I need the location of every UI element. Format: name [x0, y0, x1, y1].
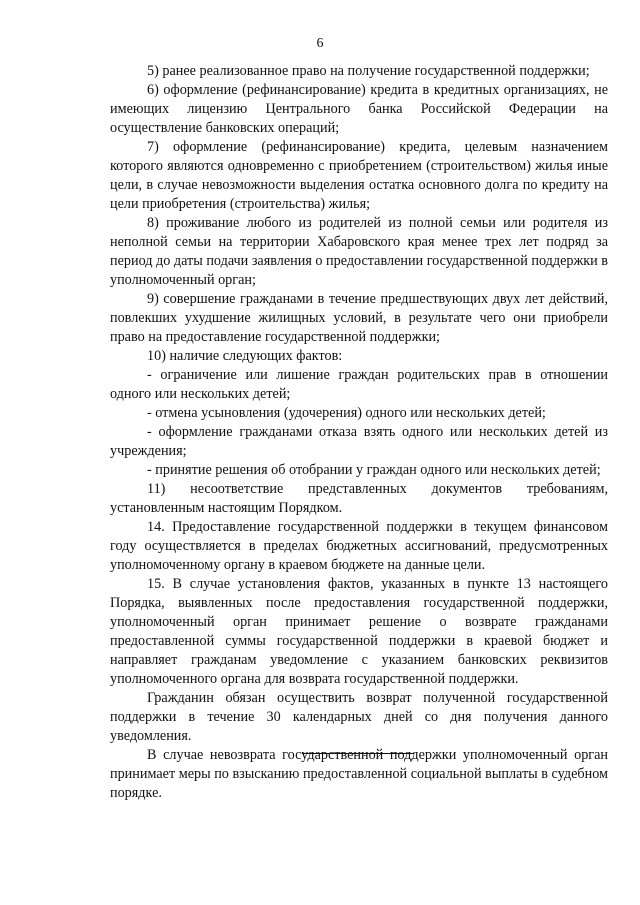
paragraph-section-14: 14. Предоставление государственной поддержки в текущем финансовом году осуществляется в пределах бюджетных ассигнований, предусмотренных уполномоченному органу в краевом бюджете на данные цели. [110, 519, 608, 573]
paragraph-fact-refusal: - оформление гражданами отказа взять одного или нескольких детей из учреждения; [110, 424, 608, 459]
paragraph-item-11: 11) несоответствие представленных документов требованиям, установленным настоящим Порядком. [110, 481, 608, 516]
paragraph-item-9: 9) совершение гражданами в течение предшествующих двух лет действий, повлекших ухудшение жилищных условий, в результате чего они приобрели право на предоставление государственной поддержки; [110, 291, 608, 345]
paragraph-fact-removal: - принятие решения об отобрании у граждан одного или нескольких детей; [147, 462, 601, 478]
paragraph-item-8: 8) проживание любого из родителей из полной семьи или родителя из неполной семьи на территории Хабаровского края менее трех лет подряд за период до даты подачи заявления о предоставлении государственной поддержки в уполномоченный орган; [110, 215, 608, 288]
paragraph-fact-parental-rights: - ограничение или лишение граждан родительских прав в отношении одного или нескольких детей; [110, 367, 608, 402]
paragraph-item-7: 7) оформление (рефинансирование) кредита, целевым назначением которого являются одновременно с приобретением (строительством) жилья иные цели, в случае невозможности выделения остатка основного долга по кредиту на цели приобретения (строительства) жилья; [110, 139, 608, 212]
document-body [110, 62, 608, 803]
paragraph-item-10: 10) наличие следующих фактов: [147, 348, 343, 364]
paragraph-refund-obligation: Гражданин обязан осуществить возврат полученной государственной поддержки в течение 30 календарных дней со дня получения данного уведомления. [110, 690, 608, 744]
end-separator-line [302, 753, 414, 754]
paragraph-item-6: 6) оформление (рефинансирование) кредита в кредитных организациях, не имеющих лицензию Центрального банка Российской Федерации на осуществление банковских операций; [110, 82, 608, 136]
paragraph-non-refund: В случае невозврата государственной поддержки уполномоченный орган принимает меры по взысканию предоставленной социальной выплаты в судебном порядке. [110, 747, 608, 801]
paragraph-section-15: 15. В случае установления фактов, указанных в пункте 13 настоящего Порядка, выявленных после предоставления государственной поддержки, уполномоченный орган принимает решение о возврате гражданами предоставленной суммы государственной поддержки в краевой бюджет и направляет гражданам уведомление с указанием банковских реквизитов уполномоченного органа для возврата государственной поддержки. [110, 576, 608, 687]
paragraph-item-5: 5) ранее реализованное право на получение государственной поддержки; [147, 63, 590, 79]
page-number: 6 [316, 36, 324, 51]
paragraph-fact-adoption-cancel: - отмена усыновления (удочерения) одного или нескольких детей; [147, 405, 546, 421]
